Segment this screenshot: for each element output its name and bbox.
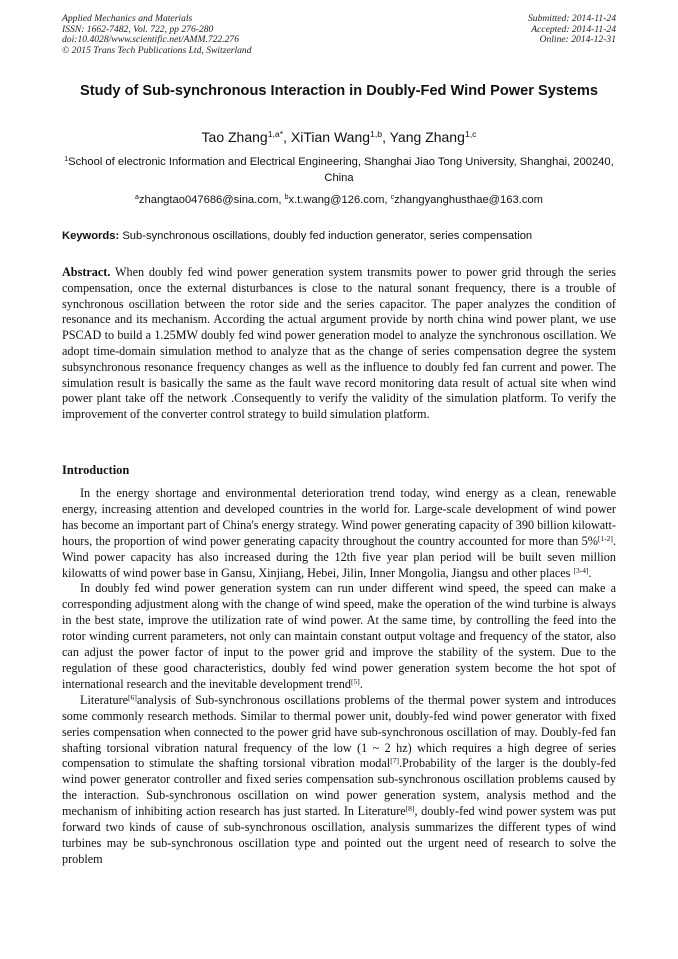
citation-ref: [7] (390, 756, 399, 766)
citation-ref: [1-2] (597, 533, 613, 543)
email-mark: c (390, 194, 395, 202)
email-mark: b (284, 194, 289, 202)
author-name: Yang Zhang (389, 129, 465, 145)
copyright-line: © 2015 Trans Tech Publications Ltd, Switzerland (62, 44, 252, 56)
email-separator: , (278, 194, 285, 206)
author (202, 129, 291, 145)
accepted-date: Accepted: 2014-11-24 (531, 23, 616, 35)
affiliation-text: School of electronic Information and Electrical Engineering, Shanghai Jiao Tong University, Shanghai, 200240, China (68, 156, 614, 184)
intro-paragraph (62, 486, 616, 581)
paper-title: Study of Sub-synchronous Interaction in Doubly-Fed Wind Power Systems (80, 83, 598, 99)
citation-ref: [8] (405, 803, 415, 813)
author (291, 129, 390, 145)
journal-name: Applied Mechanics and Materials (62, 13, 193, 24)
author-affil-mark: 1,b (370, 129, 383, 140)
author-separator: , (283, 129, 291, 145)
author-affil-mark: 1,c (464, 129, 477, 140)
affiliation-mark: 1 (64, 156, 69, 164)
keywords-label: Keywords: (62, 230, 120, 242)
intro-text: In the energy shortage and environmental deterioration trend today, wind energy as a clean, renewable energy, increasing attention and developed countries in the world for. Large-scale development of wind power has become an important part of China's energy strategy. Wind power generating capacity of 390 billion kilowatt-hours, the proportion of wind power generating capacity throughout the country accounted for more than 5% (62, 486, 616, 548)
intro-text: In doubly fed wind power generation system can run under different wind speed, the speed can make a corresponding adjustment along with the change of wind speed, make the operation of the wind turbine is always in the best state, improve the utilization rate of wind power. At the same time, by controlling the feed into the rotor winding current parameters, not only can maintain constant output voltage and frequency of the stator, also can adjust the power factor of input to the power grid and improve the stability of the system. Due to the regulation of these good characteristics, doubly fed wind power generation system become the hot spot of international research and the inevitable development trend (62, 581, 616, 691)
citation-ref: [5] (351, 676, 360, 686)
keywords (62, 229, 616, 243)
author-list (62, 128, 616, 146)
citation-ref: [3-4] (573, 565, 589, 575)
affiliation (62, 154, 616, 186)
email-mark: a (135, 194, 139, 202)
email-address[interactable]: zhangtao047686@sina.com (138, 194, 279, 206)
issn-line: ISSN: 1662-7482, Vol. 722, pp 276-280 (62, 23, 214, 35)
intro-text: . (588, 565, 592, 580)
author-affil-mark: 1,a* (267, 129, 284, 140)
email-separator: , (384, 194, 391, 206)
abstract-label: Abstract. (62, 265, 111, 279)
section-heading-introduction: Introduction (62, 463, 130, 477)
introduction-body (62, 486, 616, 868)
journal-info (62, 14, 252, 56)
intro-text: .Probability of the larger is the doubly-fed wind power generator controller and fixed series compensation sub-synchronous oscillation problems caused by the interaction. Sub-synchronous oscillation on wind power generation system, analysis method and the mechanism of inhibiting action research has just started. In Literature (62, 756, 616, 819)
intro-text: Literature (80, 692, 129, 707)
doi-line[interactable]: doi:10.4028/www.scientific.net/AMM.722.276 (62, 34, 240, 46)
abstract-text: When doubly fed wind power generation system transmits power to power grid through the series compensation, once the external disturbances is close to the natural sonant frequency, there is a trouble of synchronous oscillation between the rotor side and the series capacitor. The paper analyzes the condition of resonance and its mechanism. According the actual argument provide by north china wind power plant, we use PSCAD to build a 1.25MW doubly fed wind power generation model to analyze the synchronous oscillation. We adopt time-domain simulation method to analyze that as the change of series compensation degree the system subsynchronous resonance frequency changes as well as the influence to doubly fed fan current and power. The simulation result is basically the same as the fault wave record monitoring data result of actual site when wind power plant take off the network .Consequently to verify the validity of the simulation platform. To verify the improvement of the converter control strategy to build simulation platform. (62, 265, 616, 422)
author-separator: , (382, 129, 390, 145)
author-name: XiTian Wang (290, 129, 371, 145)
intro-text: , doubly-fed wind power system was put forward two kinds of cause of sub-synchronous oscillation, analysis summarizes the different types of wind turbines may be sub-synchronous oscillation type and pointed out the urgent need of research to solve the problem (62, 804, 616, 866)
intro-text: analysis of Sub-synchronous oscillations problems of the thermal power system and introduces some commonly research methods. Similar to thermal power unit, doubly-fed wind power generator with fixed series compensation when connected to the power grid have sub-synchronous oscillation of may. Doubly-fed fan shafting torsional vibration natural frequency of the low (1 ~ 2 hz) which requires a high degree of series compensation to stimulate the shafting torsional vibration modal (62, 692, 616, 771)
intro-text: . Wind power capacity has also increased during the 12th five year plan period will be built seven million kilowatts of wind power base in Gansu, Xinjiang, Hebei, Jilin, Inner Mongolia, Jiangsu and other places (62, 533, 616, 580)
submitted-date: Submitted: 2014-11-24 (527, 13, 616, 24)
email-list (62, 193, 616, 207)
online-date: Online: 2014-12-31 (539, 34, 616, 46)
submission-dates (528, 14, 616, 46)
intro-paragraph (62, 693, 616, 868)
email-address[interactable]: zhangyanghusthae@163.com (394, 194, 543, 206)
email-address[interactable]: x.t.wang@126.com (288, 194, 385, 206)
abstract (62, 265, 616, 423)
author (390, 129, 477, 145)
citation-ref: [6] (128, 692, 137, 702)
keywords-text: Sub-synchronous oscillations, doubly fed induction generator, series compensation (122, 230, 533, 242)
author-name: Tao Zhang (201, 129, 268, 145)
intro-paragraph (62, 581, 616, 692)
intro-text: . (359, 676, 363, 691)
